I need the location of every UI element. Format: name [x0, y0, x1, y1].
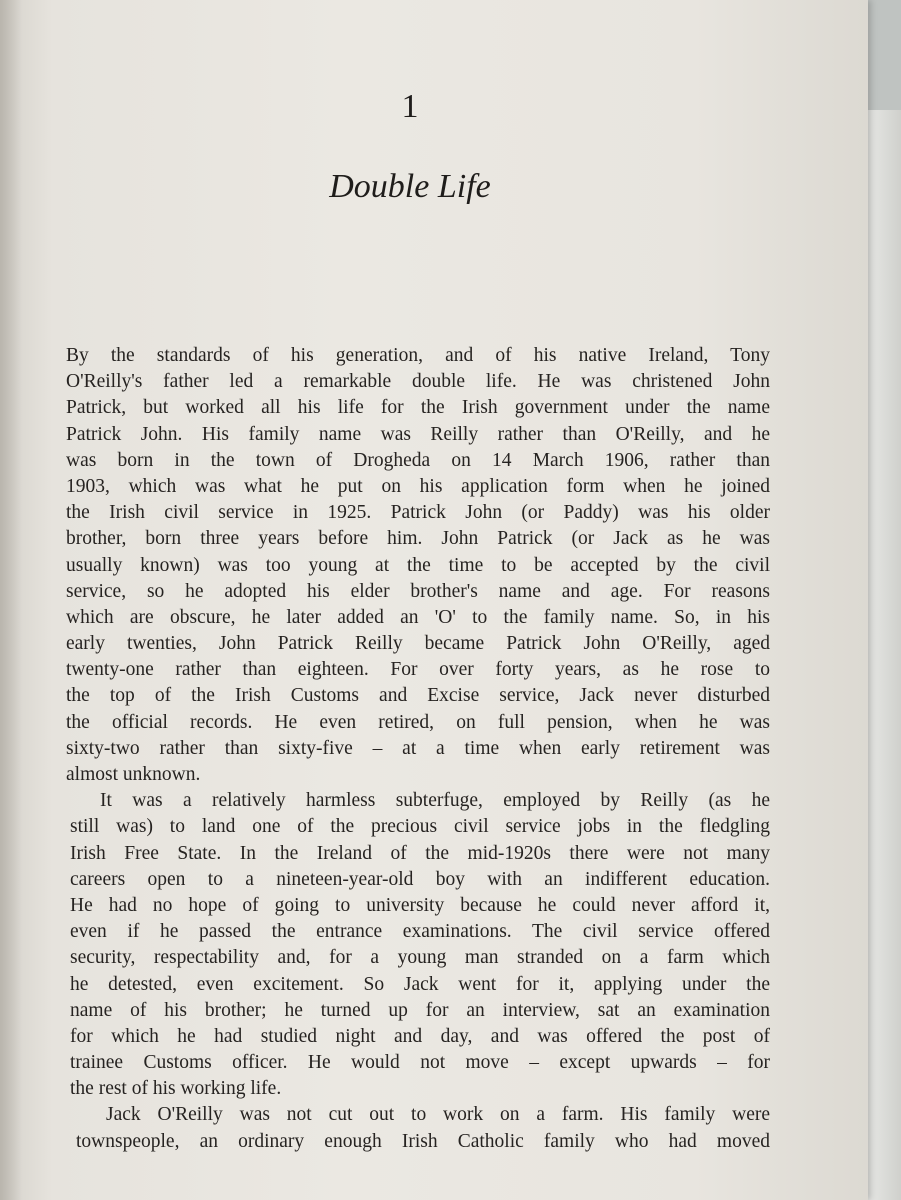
text-line: service, so he adopted his elder brother's name and age. For reasons	[66, 580, 770, 602]
text-line: O'Reilly's father led a remarkable double life. He was christened John	[66, 371, 770, 393]
text-line: almost unknown.	[66, 764, 201, 785]
text-line: the top of the Irish Customs and Excise service, Jack never disturbed	[66, 685, 770, 707]
chapter-body	[66, 343, 770, 1155]
text-line: trainee Customs officer. He would not move – except upwards – for	[70, 1052, 770, 1074]
paragraph-2	[70, 788, 770, 1102]
text-line: sixty-two rather than sixty-five – at a time when early retirement was	[66, 737, 770, 759]
text-line: townspeople, an ordinary enough Irish Catholic family who had moved	[76, 1130, 770, 1152]
text-line: the rest of his working life.	[70, 1078, 282, 1100]
text-line: still was) to land one of the precious civil service jobs in the fledgling	[70, 816, 770, 838]
chapter-title: Double Life	[329, 168, 491, 205]
text-line: security, respectability and, for a young man stranded on a farm which	[70, 947, 770, 969]
chapter-number: 1	[401, 88, 419, 125]
background-object	[865, 0, 901, 110]
text-line: the official records. He even retired, on full pension, when he was	[66, 711, 770, 733]
paragraph-3	[76, 1102, 770, 1154]
text-line: early twenties, John Patrick Reilly became Patrick John O'Reilly, aged	[66, 633, 770, 655]
text-line: was born in the town of Drogheda on 14 March 1906, rather than	[66, 449, 770, 471]
text-line: By the standards of his generation, and of his native Ireland, Tony	[66, 345, 770, 366]
text-line: which are obscure, he later added an 'O' to the family name. So, in his	[66, 606, 770, 628]
text-line: Jack O'Reilly was not cut out to work on a farm. His family were	[106, 1104, 770, 1126]
text-line: brother, born three years before him. John Patrick (or Jack as he was	[66, 528, 770, 550]
text-line: It was a relatively harmless subterfuge, employed by Reilly (as he	[100, 790, 770, 812]
text-line: twenty-one rather than eighteen. For over forty years, as he rose to	[66, 659, 770, 681]
text-line: He had no hope of going to university because he could never afford it,	[70, 894, 770, 916]
paragraph-1	[66, 343, 770, 788]
text-line: 1903, which was what he put on his application form when he joined	[66, 475, 770, 497]
text-line: the Irish civil service in 1925. Patrick John (or Paddy) was his older	[66, 502, 770, 524]
text-line: name of his brother; he turned up for an interview, sat an examination	[70, 999, 770, 1021]
text-line: careers open to a nineteen-year-old boy with an indifferent education.	[70, 868, 770, 890]
text-line: he detested, even excitement. So Jack went for it, applying under the	[70, 973, 770, 995]
text-line: usually known) was too young at the time to be accepted by the civil	[66, 554, 770, 576]
text-line: even if he passed the entrance examinations. The civil service offered	[70, 921, 770, 943]
text-line: for which he had studied night and day, and was offered the post of	[70, 1025, 770, 1047]
text-line: Patrick, but worked all his life for the Irish government under the name	[66, 397, 770, 419]
text-line: Patrick John. His family name was Reilly rather than O'Reilly, and he	[66, 423, 770, 445]
text-line: Irish Free State. In the Ireland of the mid-1920s there were not many	[70, 842, 770, 864]
